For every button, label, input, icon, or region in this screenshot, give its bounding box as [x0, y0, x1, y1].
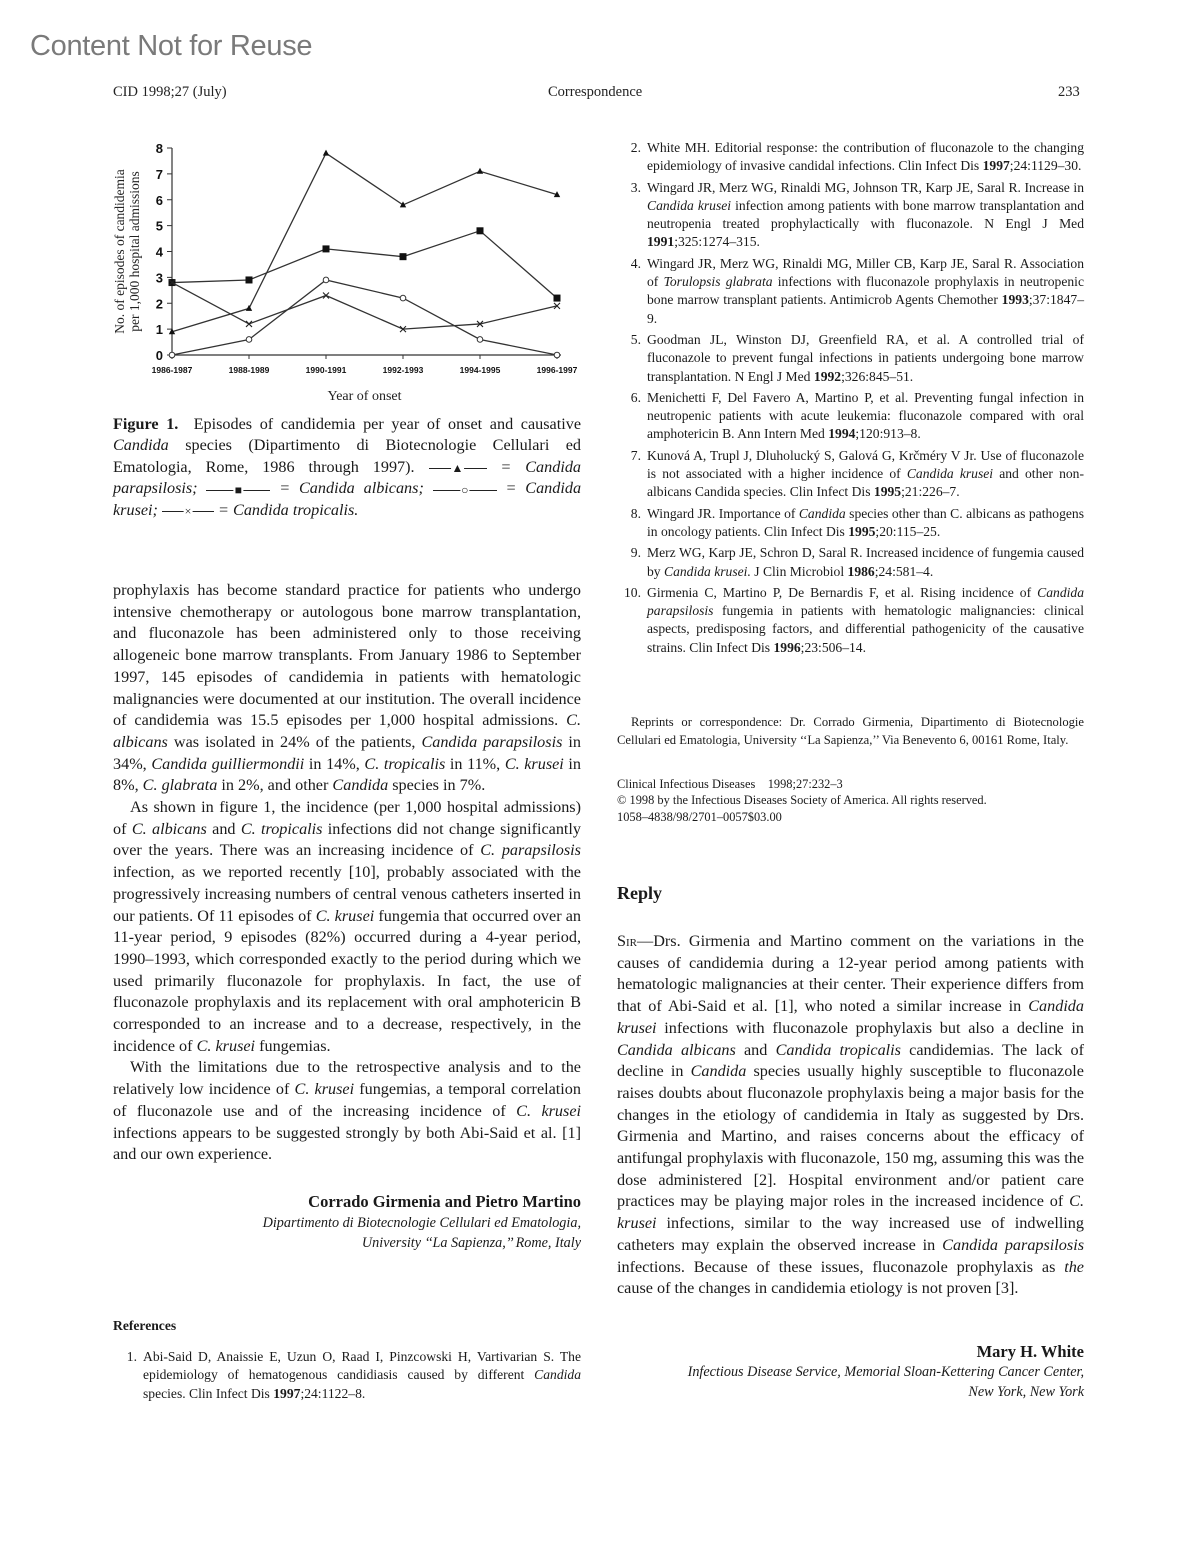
figure-caption: [113, 414, 581, 521]
x-tick-label: 1994-1995: [459, 365, 501, 375]
y-axis-label: No. of episodes of candidemiaper 1,000 hospital admissions: [112, 169, 142, 334]
reference-item: 5. Goodman JL, Winston DJ, Greenfield RA, et al. A controlled trial of fluconazole to prevent fungal infections in patients undergoing bone marrow transplantation. N Engl J Med 1992;326:845–51.: [630, 331, 1084, 384]
references-list-left: [113, 1348, 581, 1406]
y-tick-label: 1: [155, 322, 163, 338]
y-tick-label: 8: [155, 141, 163, 156]
reference-item: 2. White MH. Editorial response: the contribution of fluconazole to the changing epidemiology of invasive candidal infections. Clin Infect Dis 1997;24:1129–30.: [630, 140, 1084, 174]
chart-labels: [112, 141, 578, 404]
chart-series: [169, 150, 561, 358]
y-tick-label: 2: [155, 296, 163, 312]
x-tick-label: 1990-1991: [305, 365, 347, 375]
reply-affiliation-2: New York, New York: [968, 1384, 1084, 1400]
running-head-section: Correspondence: [548, 84, 643, 100]
y-tick-label: 3: [155, 270, 163, 286]
journal-info: [617, 776, 1084, 825]
legend-krusei-label: = Candida krusei;: [113, 479, 582, 519]
references-list-right: [617, 139, 1084, 660]
y-tick-label: 7: [155, 166, 163, 182]
reference-item: 4. Wingard JR, Merz WG, Rinaldi MG, Miller CB, Karp JE, Saral R. Association of Torulopsis glabrata infections with fluconazole prophylaxis in neutropenic bone marrow transplant patients. Antimicrob Agents Chemother 1993;37:1847–9.: [630, 255, 1084, 326]
letter-paragraph-3: With the limitations due to the retrospective analysis and to the relatively low incidence of C. krusei fungemias, a temporal correlation of fluconazole use and of the increasing incidence of C. krusei infections appears to be suggested strongly by both Abi-Said et al. [1] and our own experience.: [113, 1058, 581, 1164]
journal-citation: Clinical Infectious Diseases 1998;27:232–3: [617, 777, 843, 791]
watermark: Content Not for Reuse: [30, 30, 313, 62]
caption-rest: species (Dipartimento di Biotecnologie Cellulari ed Ematologia, Rome, 1986 through 1997).: [113, 436, 581, 476]
figure-label: Figure 1.: [113, 415, 179, 433]
reply-heading: Reply: [617, 883, 662, 903]
legend-albicans-label: = Candida albicans;: [279, 479, 424, 498]
issn-code: 1058–4838/98/2701–0057$03.00: [617, 809, 782, 824]
reference-item: 1. Abi-Said D, Anaissie E, Uzun O, Raad I, Pinzcowski H, Vartivarian S. The epidemiology of hematogenous candidiasis caused by different Candida species. Clin Infect Dis 1997;24:1122–8.: [126, 1349, 581, 1401]
letter-authors: Corrado Girmenia and Pietro Martino: [308, 1191, 581, 1211]
legend-parapsilosis-symbol: ▲: [429, 463, 487, 473]
caption-genus: Candida: [113, 436, 169, 455]
y-tick-label: 5: [155, 218, 163, 234]
figure-1-chart: [108, 135, 598, 410]
letter-signature: [113, 1191, 581, 1253]
letter-body: [113, 580, 581, 1253]
series-candida-parapsilosis: [169, 150, 560, 335]
page-number: 233: [1058, 84, 1080, 100]
reply-author: Mary H. White: [976, 1342, 1084, 1361]
legend-tropicalis-symbol: ×: [162, 506, 214, 516]
running-head-journal: CID 1998;27 (July): [113, 84, 227, 100]
chart-axes: [167, 148, 561, 359]
line-chart: [108, 135, 598, 410]
x-tick-label: 1988-1989: [228, 365, 270, 375]
y-tick-label: 4: [155, 244, 163, 260]
y-tick-label: 0: [155, 348, 163, 363]
reply-signature: [617, 1342, 1084, 1402]
x-tick-label: 1992-1993: [382, 365, 424, 375]
legend-parapsilosis-label: = Candida parapsilosis;: [113, 457, 582, 498]
x-axis-label: Year of onset: [327, 389, 402, 404]
reference-item: 8. Wingard JR. Importance of Candida species other than C. albicans as pathogens in oncology patients. Clin Infect Dis 1995;20:115–25.: [630, 505, 1084, 539]
reference-item: 6. Menichetti F, Del Favero A, Martino P, et al. Preventing fungal infection in neutropenic patients with acute leukemia: fluconazole compared with oral amphotericin B. Ann Intern Med 1994;120:913–8.: [630, 389, 1084, 442]
reference-item: 3. Wingard JR, Merz WG, Rinaldi MG, Johnson TR, Karp JE, Saral R. Increase in Candida krusei infection among patients with bone marrow transplantation and neutropenia treated prophylactically with fluconazole. N Engl J Med 1991;325:1274–315.: [630, 179, 1084, 250]
caption-text: Episodes of candidemia per year of onset and causative: [193, 415, 582, 433]
reply-affiliation-1: Infectious Disease Service, Memorial Sloan-Kettering Cancer Center,: [687, 1364, 1084, 1380]
legend-albicans-symbol: ■: [206, 485, 270, 495]
legend-tropicalis-label: = Candida tropicalis.: [218, 500, 359, 519]
y-tick-label: 6: [155, 192, 163, 208]
reference-item: 7. Kunová A, Trupl J, Dluholucký S, Galová G, Krčméry V Jr. Use of fluconazole is not associated with a higher incidence of Candida krusei and other non-albicans Candida species. Clin Infect Dis 1995;21:226–7.: [630, 447, 1084, 500]
letter-affiliation-1: Dipartimento di Biotecnologie Cellulari ed Ematologia,: [262, 1214, 581, 1231]
letter-paragraph-1: prophylaxis has become standard practice for patients who undergo intensive chemotherapy or autologous bone marrow transplantation, and fluconazole has been administered only to those receiving allogeneic bone marrow transplants. From January 1986 to September 1997, 145 episodes of candidemia in patients with hematologic malignancies were documented at our institution. The overall incidence of candidemia was 15.5 episodes per 1,000 hospital admissions. C. albicans was isolated in 24% of the patients, Candida parapsilosis in 34%, Candida guilliermondii in 14%, C. tropicalis in 11%, C. krusei in 8%, C. glabrata in 2%, and other Candida species in 7%.: [113, 581, 581, 795]
references-heading: References: [113, 1318, 177, 1333]
letter-paragraph-2: As shown in figure 1, the incidence (per 1,000 hospital admissions) of C. albicans and C. tropicalis infections did not change significantly over the years. There was an increasing incidence of C. parapsilosis infection, as we reported recently [10], probably associated with the progressively increasing numbers of central venous catheters inserted in our patients. Of 11 episodes of C. krusei fungemia that occurred over an 11-year period, 9 episodes (82%) occurred during a 4-year period, 1990–1993, which corresponded exactly to the period during which we used primarily fluconazole for prophylaxis. In fact, the use of fluconazole prophylaxis and its replacement with oral amphotericin B corresponded to an increase and to a decrease, respectively, in the incidence of C. krusei fungemias.: [113, 798, 582, 1055]
series-candida-krusei: [169, 277, 560, 358]
reply-body: [617, 931, 1084, 1300]
x-tick-label: 1986-1987: [151, 365, 193, 375]
reference-item: 10. Girmenia C, Martino P, De Bernardis F, et al. Rising incidence of Candida parapsilosis fungemia in patients with hematologic malignancies: clinical aspects, predisposing factors, and differential pathogenicity of the causative strains. Clin Infect Dis 1996;23:506–14.: [624, 584, 1084, 655]
reply-paragraph: Sir—Drs. Girmenia and Martino comment on the variations in the causes of candidemia during a 12-year period among patients with hematologic malignancies at their center. Their experience differs from that of Abi-Said et al. [1], who noted a similar increase in Candida krusei infections with fluconazole prophylaxis but also a decline in Candida albicans and Candida tropicalis candidemias. The lack of decline in Candida species usually highly susceptible to fluconazole raises doubts about fluconazole prophylaxis being a major basis for the changes in the etiology of candidemia in Italy as suggested by Drs. Girmenia and Martino, and raises concerns about the efficacy of antifungal prophylaxis with fluconazole, 150 mg, assuming this was the dose administered [2]. Hospital environment and/or patient care practices may be playing major roles in the increased incidence of C. krusei infections, similar to the way increased use of indwelling catheters may explain the observed increase in Candida parapsilosis infections. Because of these issues, fluconazole prophylaxis as the cause of the changes in candidemia etiology is not proven [3].: [617, 932, 1084, 1298]
copyright: © 1998 by the Infectious Diseases Society of America. All rights reserved.: [617, 793, 987, 808]
series-candida-albicans: [169, 227, 561, 301]
legend-krusei-symbol: ○: [433, 485, 497, 495]
reprints-note: Reprints or correspondence: Dr. Corrado Girmenia, Dipartimento di Biotecnologie Cellulari ed Ematologia, University ‘‘La Sapienza,’’ Via Benevento 6, 00161 Rome, Italy.: [617, 715, 1084, 747]
letter-affiliation-2: University ‘‘La Sapienza,’’ Rome, Italy: [361, 1234, 581, 1251]
x-tick-label: 1996-1997: [536, 365, 578, 375]
reply-salutation: Sir: [617, 932, 638, 950]
reference-item: 9. Merz WG, Karp JE, Schron D, Saral R. Increased incidence of fungemia caused by Candida krusei. J Clin Microbiol 1986;24:581–4.: [630, 545, 1084, 579]
series-candida-tropicalis: [169, 280, 560, 333]
